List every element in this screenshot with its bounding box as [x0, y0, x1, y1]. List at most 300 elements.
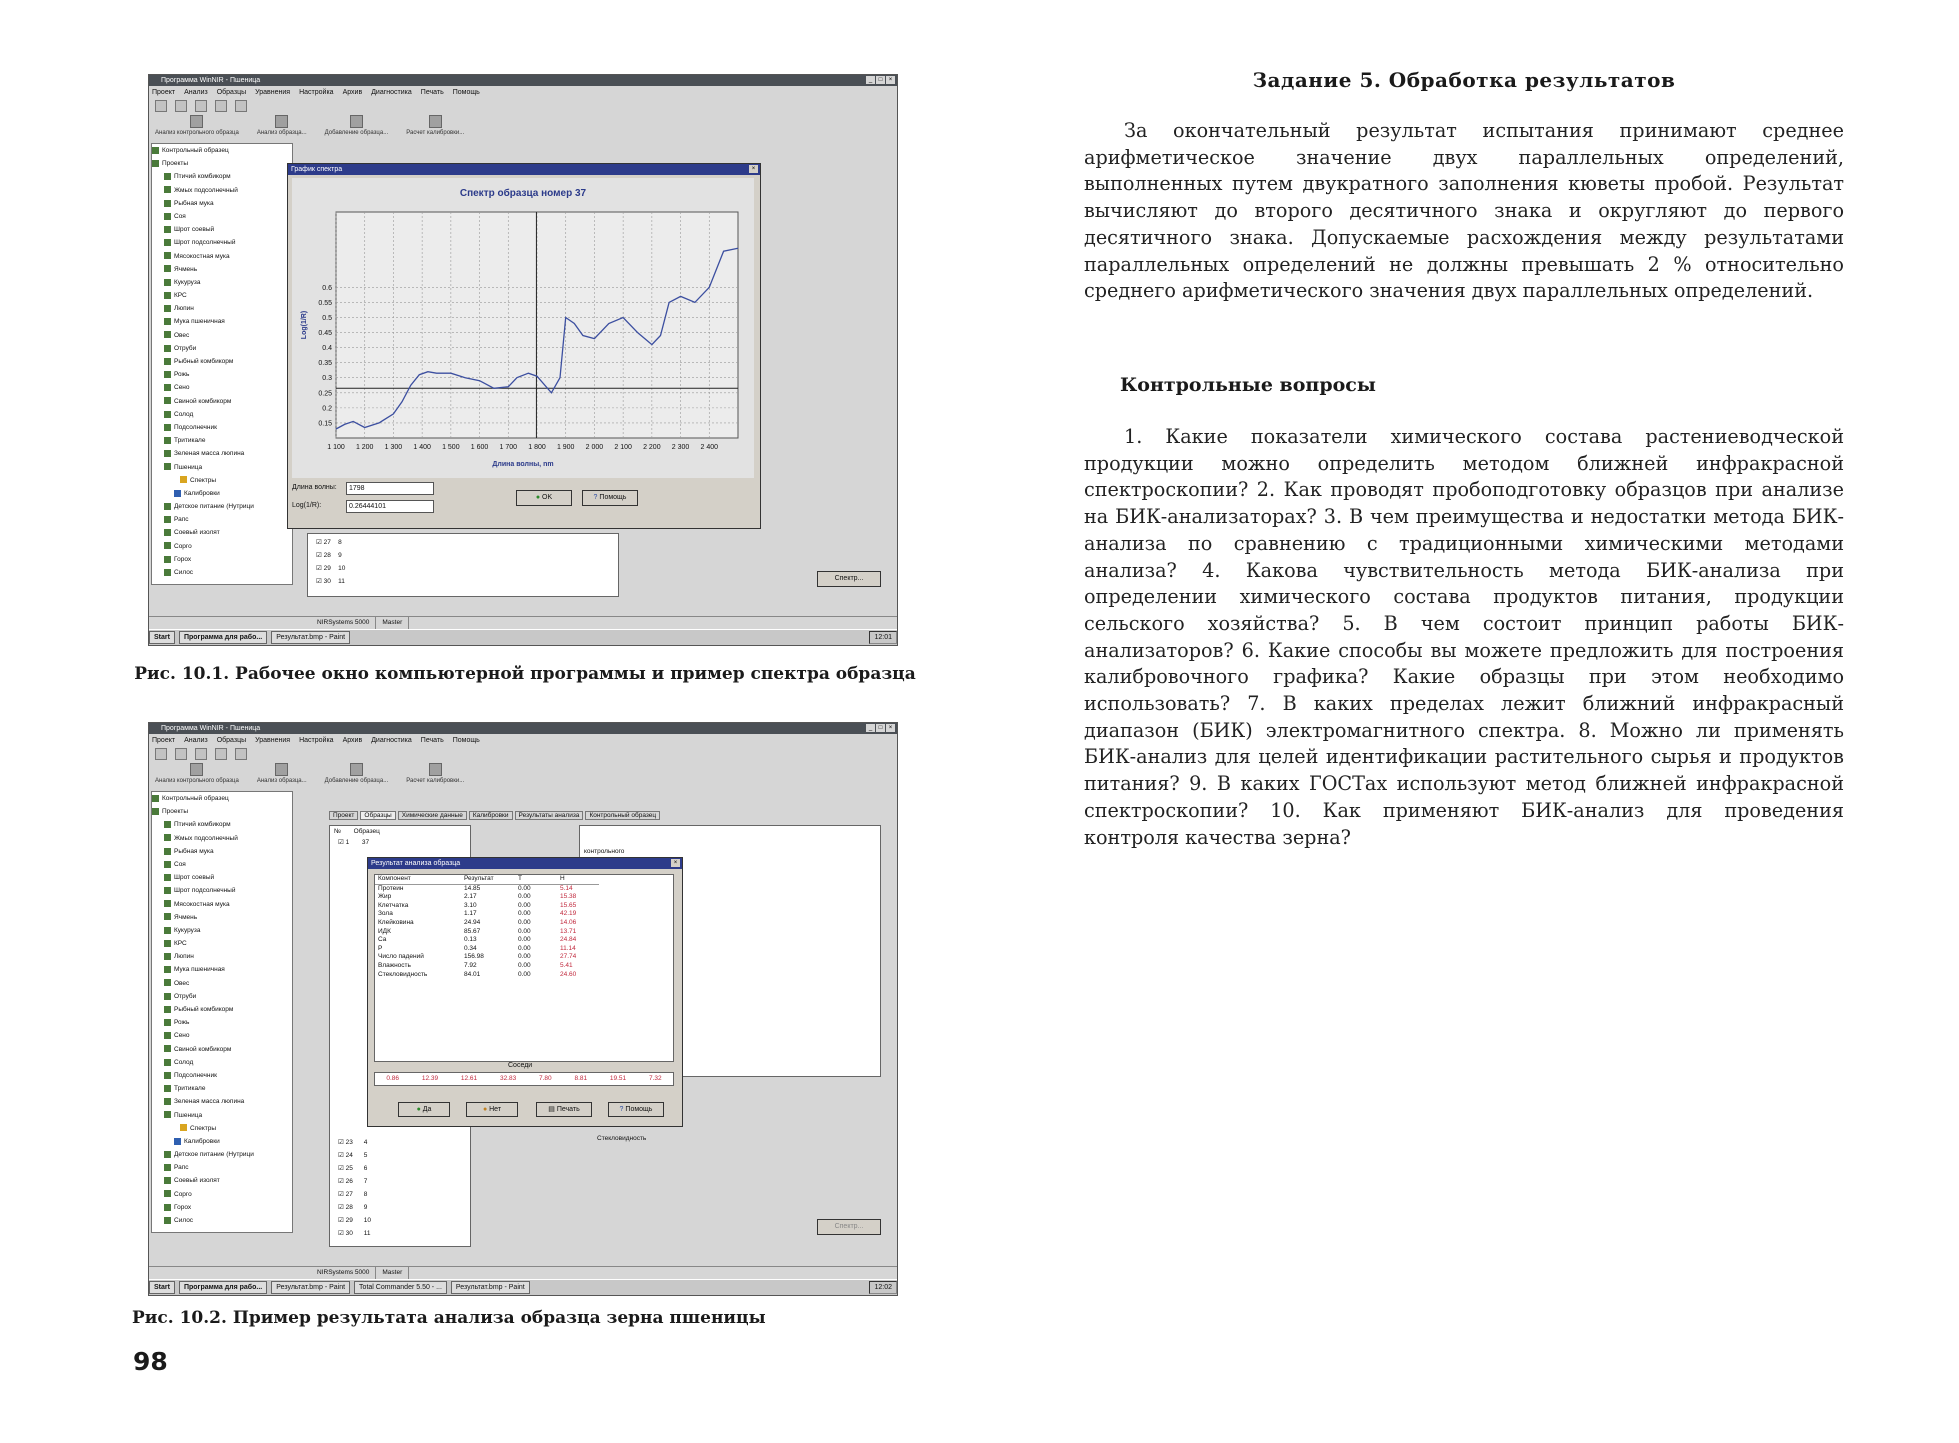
menu-item[interactable]: Уравнения — [255, 737, 291, 744]
tool-label: Анализ контрольного образца — [155, 778, 239, 784]
project-icon — [164, 1019, 171, 1026]
projects-icon — [152, 808, 159, 815]
tree-item[interactable]: Силос — [152, 566, 292, 579]
list-item[interactable]: ☑ 28 9 — [338, 1204, 368, 1211]
tree-item[interactable]: Детское питание (Нутрици — [152, 1148, 292, 1161]
tree-item[interactable]: Рожь — [152, 1016, 292, 1029]
tool-label: Расчет калибровки... — [406, 130, 465, 136]
menu-item[interactable]: Помощь — [452, 89, 480, 96]
y-tick-label: 0.15 — [318, 420, 332, 428]
x-tick-label: 1 800 — [528, 444, 546, 451]
list-item[interactable]: ☑ 27 8 — [316, 539, 342, 546]
dialog-title: График спектра — [291, 166, 343, 173]
calibration-icon — [429, 115, 442, 128]
tool-label: Анализ образца... — [256, 130, 307, 136]
list-item[interactable]: ☑ 28 9 — [316, 552, 342, 559]
project-icon — [164, 1111, 171, 1118]
neighbor-value: 8.81 — [574, 1075, 588, 1082]
tree-item[interactable]: Люпин — [152, 950, 292, 963]
tree-item[interactable]: Пшеница — [152, 461, 292, 474]
tool-control-sample[interactable] — [155, 115, 239, 141]
print-icon[interactable] — [215, 748, 227, 760]
tree-item[interactable]: Зеленая масса люпина — [152, 447, 292, 460]
project-icon — [164, 993, 171, 1000]
project-icon — [164, 940, 171, 947]
menu-item[interactable]: Печать — [420, 737, 444, 744]
tree-item[interactable]: Тритикале — [152, 434, 292, 447]
help-icon[interactable] — [235, 100, 247, 112]
log-field[interactable]: 0.26444101 — [346, 500, 434, 513]
taskbar-item[interactable]: Программа для рабо... — [179, 1281, 267, 1294]
tool-label: Добавление образца... — [324, 130, 389, 136]
neighbor-value: 0.86 — [386, 1075, 400, 1082]
y-tick-label: 0.35 — [318, 360, 332, 368]
big-toolbar — [149, 115, 897, 141]
tool-analyze-sample[interactable] — [257, 115, 307, 141]
project-icon — [164, 384, 171, 391]
close-icon[interactable]: × — [886, 76, 895, 84]
project-icon — [164, 424, 171, 431]
tree-item[interactable]: Солод — [152, 408, 292, 421]
control-sample-icon — [190, 115, 203, 128]
main-paragraph: За окончательный результат испытания принимают среднее арифметическое значение двух параллельных определений, выполненных путем двукратного заполнения кюветы пробой. Результат вычисляют до второго десятичного знака и округляют до первого десятичного знака. Допускаемые расхождения между результатами параллельных определений не должны превышать 2 % относительно среднего арифметического значения двух параллельных определений. — [1084, 119, 1844, 303]
y-tick-label: 0.5 — [322, 314, 332, 322]
tree-item[interactable]: Зеленая масса люпина — [152, 1095, 292, 1108]
menu-item[interactable]: Настройка — [299, 89, 334, 96]
status-device: NIRSystems 5000 — [311, 617, 376, 629]
tree-item[interactable]: Птичий комбикорм — [152, 818, 292, 831]
tool-label: Анализ образца... — [256, 778, 307, 784]
control-sample-icon — [152, 147, 159, 154]
project-icon — [164, 437, 171, 444]
open-icon[interactable] — [175, 748, 187, 760]
tree-item[interactable]: Шрот подсолнечный — [152, 884, 292, 897]
tree-item[interactable]: Овес — [152, 977, 292, 990]
project-icon — [164, 345, 171, 352]
print-icon: ▤ — [548, 1106, 555, 1113]
tree-item[interactable]: Спектры — [152, 474, 292, 487]
taskbar-item[interactable]: Результат.bmp - Paint — [271, 1281, 350, 1294]
menu-item[interactable]: Уравнения — [255, 89, 291, 96]
tool-add-sample[interactable] — [325, 763, 389, 789]
menu-item[interactable]: Диагностика — [371, 89, 412, 96]
tree-item[interactable]: Мука пшеничная — [152, 963, 292, 976]
menu-item[interactable]: Печать — [420, 89, 444, 96]
tree-item[interactable]: Шрот соевый — [152, 223, 292, 236]
tree-item[interactable]: Подсолнечник — [152, 1069, 292, 1082]
spectrum-chart — [292, 178, 754, 478]
tool-label: Анализ контрольного образца — [155, 130, 239, 136]
sample-list[interactable] — [307, 533, 619, 597]
neighbors-label: Соседи — [508, 1062, 533, 1069]
panel-label: Стекловидность — [597, 1135, 647, 1142]
log-label: Log(1/R): — [292, 502, 322, 509]
projects-icon — [152, 160, 159, 167]
table-row[interactable]: ИДК 85.67 0.00 13.71 — [378, 927, 577, 935]
clock: 12:01 — [869, 631, 897, 644]
project-icon — [164, 529, 171, 536]
tool-add-sample[interactable] — [325, 115, 389, 141]
tree-item[interactable]: Рыбная мука — [152, 197, 292, 210]
tree-item[interactable]: Люпин — [152, 302, 292, 315]
project-icon — [164, 305, 171, 312]
x-tick-label: 1 600 — [470, 444, 489, 451]
tree-item[interactable]: Мясокостная мука — [152, 250, 292, 263]
save-icon[interactable] — [195, 748, 207, 760]
table-row[interactable]: Клейковина 24.94 0.00 14.06 — [378, 918, 577, 926]
list-item[interactable]: ☑ 23 4 — [338, 1139, 368, 1146]
tree-item[interactable]: Проекты — [152, 805, 292, 818]
tree-item[interactable]: Шрот соевый — [152, 871, 292, 884]
project-icon — [164, 318, 171, 325]
result-table-box — [374, 874, 674, 1062]
figure-1-caption: Рис. 10.1. Рабочее окно компьютерной программы и пример спектра образца — [134, 664, 916, 684]
start-button[interactable]: Start — [149, 1281, 175, 1294]
spectrum-button[interactable]: Спектр... — [817, 571, 881, 587]
x-tick-label: 2 100 — [614, 444, 632, 451]
tree-item[interactable]: Кукуруза — [152, 276, 292, 289]
taskbar-item[interactable]: Программа для рабо... — [179, 631, 267, 644]
project-icon — [164, 1217, 171, 1224]
x-tick-label: 1 400 — [413, 444, 431, 451]
figure-2-caption: Рис. 10.2. Пример результата анализа образца зерна пшеницы — [132, 1308, 766, 1328]
window-title-bar[interactable] — [149, 723, 897, 734]
project-icon — [164, 834, 171, 841]
restore-icon[interactable]: □ — [876, 724, 885, 732]
calibrations-icon — [174, 490, 181, 497]
neighbor-value: 32.83 — [499, 1075, 517, 1082]
project-icon — [164, 265, 171, 272]
menu-item[interactable]: Проект — [152, 89, 176, 96]
tree-item[interactable]: Сорго — [152, 540, 292, 553]
project-icon — [164, 1190, 171, 1197]
tree-item[interactable]: Соевый изолят — [152, 1174, 292, 1187]
tree-item[interactable]: Контрольный образец — [152, 144, 292, 157]
project-icon — [164, 397, 171, 404]
status-bar — [149, 1266, 897, 1279]
window-title: Программа WinNIR - Пшеница — [161, 77, 261, 84]
tab-samples[interactable]: Образцы — [360, 811, 395, 820]
tree-item[interactable]: Отруби — [152, 990, 292, 1003]
tree-item[interactable]: Свиной комбикорм — [152, 395, 292, 408]
result-table — [375, 875, 599, 979]
neighbor-value: 12.39 — [421, 1075, 439, 1082]
dialog-title: Результат анализа образца — [371, 860, 461, 867]
tree-item[interactable]: Калибровки — [152, 1135, 292, 1148]
project-icon — [164, 450, 171, 457]
project-icon — [164, 1059, 171, 1066]
list-item[interactable]: ☑ 30 11 — [338, 1230, 371, 1237]
close-icon[interactable]: × — [671, 859, 680, 867]
questions-heading: Контрольные вопросы — [1120, 374, 1376, 396]
menu-item[interactable]: Архив — [342, 89, 363, 96]
tree-item[interactable]: Рыбный комбикорм — [152, 1003, 292, 1016]
project-icon — [164, 1045, 171, 1052]
table-row[interactable]: Число падений 156.98 0.00 27.74 — [378, 953, 577, 961]
help-button[interactable]: ? Помощь — [608, 1102, 664, 1117]
tree-item[interactable]: Силос — [152, 1214, 292, 1227]
tree-item[interactable]: Горох — [152, 553, 292, 566]
tool-calibration[interactable] — [406, 763, 464, 789]
x-tick-label: 1 500 — [442, 444, 460, 451]
status-bar — [149, 616, 897, 629]
project-icon — [164, 213, 171, 220]
y-tick-label: 0.6 — [322, 284, 332, 292]
result-dialog — [367, 857, 683, 1127]
project-icon — [164, 358, 171, 365]
ok-icon: ● — [535, 494, 541, 501]
table-row[interactable]: Ca 0.13 0.00 24.84 — [378, 936, 577, 944]
taskbar-item[interactable]: Результат.bmp - Paint — [271, 631, 350, 644]
spectra-icon — [180, 1124, 187, 1131]
restore-icon[interactable]: □ — [876, 76, 885, 84]
tree-item[interactable]: Жмых подсолнечный — [152, 184, 292, 197]
menu-bar — [149, 735, 897, 746]
x-tick-label: 1 200 — [355, 444, 374, 451]
list-item[interactable]: ☑ 24 5 — [338, 1152, 368, 1159]
x-tick-label: 2 000 — [585, 444, 604, 451]
table-row[interactable]: Протеин 14.85 0.00 5.14 — [378, 884, 573, 892]
tree-item[interactable]: Рыбная мука — [152, 845, 292, 858]
tab-calibrations[interactable]: Калибровки — [469, 811, 513, 820]
x-axis-label: Длина волны, nm — [492, 461, 554, 468]
toolbar — [149, 99, 897, 113]
list-item[interactable]: ☑ 1 37 — [338, 839, 370, 846]
big-toolbar — [149, 763, 897, 789]
tree-item[interactable]: Соя — [152, 210, 292, 223]
new-icon[interactable] — [155, 100, 167, 112]
menu-item[interactable]: Настройка — [299, 737, 334, 744]
x-tick-label: 2 400 — [700, 444, 719, 451]
tab-results[interactable]: Результаты анализа — [515, 811, 584, 820]
status-user: Master — [376, 1267, 409, 1279]
close-icon[interactable]: × — [749, 165, 758, 173]
menu-item[interactable]: Архив — [342, 737, 363, 744]
tree-item[interactable]: Тритикале — [152, 1082, 292, 1095]
new-icon[interactable] — [155, 748, 167, 760]
menu-item[interactable]: Анализ — [184, 89, 208, 96]
list-item[interactable]: ☑ 30 11 — [316, 578, 345, 585]
ok-button[interactable]: ● OK — [516, 490, 572, 506]
no-icon: ● — [482, 1106, 488, 1113]
help-button[interactable]: ? Помощь — [582, 490, 638, 506]
figure-2-screenshot — [148, 722, 898, 1296]
tool-label: Расчет калибровки... — [406, 778, 465, 784]
list-item[interactable]: ☑ 25 6 — [338, 1165, 368, 1172]
tool-calibration[interactable] — [406, 115, 464, 141]
project-icon — [164, 1072, 171, 1079]
calibration-icon — [429, 763, 442, 776]
tree-item[interactable]: Спектры — [152, 1122, 292, 1135]
tab-strip — [329, 811, 660, 820]
help-icon: ? — [619, 1106, 624, 1113]
add-sample-icon — [350, 115, 363, 128]
col-header: H — [557, 875, 599, 884]
table-row[interactable]: Стекловидность 84.01 0.00 24.60 — [378, 970, 577, 978]
tree-item[interactable]: Сорго — [152, 1188, 292, 1201]
list-item[interactable]: ☑ 29 10 — [338, 1217, 371, 1224]
minimize-icon[interactable]: _ — [866, 724, 875, 732]
project-icon — [164, 516, 171, 523]
tree-item[interactable]: Рыбный комбикорм — [152, 355, 292, 368]
x-tick-label: 1 300 — [384, 444, 403, 451]
tree-item[interactable]: Птичий комбикорм — [152, 170, 292, 183]
project-icon — [164, 979, 171, 986]
analyze-icon — [275, 763, 288, 776]
project-icon — [164, 874, 171, 881]
neighbor-value: 7.80 — [539, 1075, 552, 1082]
tree-item[interactable]: Мясокостная мука — [152, 898, 292, 911]
table-row[interactable]: Зола 1.17 0.00 42.19 — [378, 910, 577, 918]
project-icon — [164, 927, 171, 934]
y-tick-label: 0.4 — [322, 345, 332, 353]
project-icon — [164, 542, 171, 549]
tree-item[interactable]: Подсолнечник — [152, 421, 292, 434]
tab-chemical-data[interactable]: Химические данные — [398, 811, 467, 820]
tree-item[interactable]: Соя — [152, 858, 292, 871]
tree-item[interactable]: Кукуруза — [152, 924, 292, 937]
tool-analyze-sample[interactable] — [257, 763, 307, 789]
project-icon — [164, 1085, 171, 1092]
table-row[interactable]: P 0.34 0.00 11.14 — [378, 944, 576, 952]
no-button[interactable]: ● Нет — [466, 1102, 518, 1117]
minimize-icon[interactable]: _ — [866, 76, 875, 84]
wavelength-field[interactable]: 1798 — [346, 482, 434, 495]
tab-control-sample[interactable]: Контрольный образец — [585, 811, 660, 820]
project-icon — [164, 953, 171, 960]
list-item[interactable]: ☑ 26 7 — [338, 1178, 368, 1185]
tree-item[interactable]: Солод — [152, 1056, 292, 1069]
table-row[interactable]: Клетчатка 3.10 0.00 15.65 — [378, 901, 577, 909]
window-title-bar[interactable] — [149, 75, 897, 86]
tree-item[interactable]: Мука пшеничная — [152, 315, 292, 328]
neighbor-value: 19.51 — [609, 1075, 627, 1082]
col-header: T — [515, 875, 557, 884]
tree-item[interactable]: Шрот подсолнечный — [152, 236, 292, 249]
tree-item[interactable]: Овес — [152, 329, 292, 342]
menu-item[interactable]: Помощь — [452, 737, 480, 744]
project-icon — [164, 966, 171, 973]
figure-1-screenshot — [148, 74, 898, 646]
y-tick-label: 0.2 — [322, 405, 332, 413]
status-user: Master — [376, 617, 409, 629]
y-tick-label: 0.55 — [318, 299, 332, 307]
tree-item[interactable]: Рапс — [152, 513, 292, 526]
x-tick-label: 1 900 — [556, 444, 575, 451]
project-icon — [164, 1098, 171, 1105]
tree-item[interactable]: Рожь — [152, 368, 292, 381]
project-icon — [164, 331, 171, 338]
start-button[interactable]: Start — [149, 631, 175, 644]
project-icon — [164, 173, 171, 180]
taskbar-item[interactable]: Total Commander 5.50 - ... — [354, 1281, 447, 1294]
spectrum-dialog — [287, 163, 761, 529]
tree-item[interactable]: Пшеница — [152, 1109, 292, 1122]
project-icon — [164, 861, 171, 868]
project-icon — [164, 239, 171, 246]
menu-item[interactable]: Анализ — [184, 737, 208, 744]
col-header: Компонент — [375, 875, 461, 884]
tree-item[interactable]: Контрольный образец — [152, 792, 292, 805]
tree-item[interactable]: Детское питание (Нутрици — [152, 500, 292, 513]
tree-item[interactable]: Рапс — [152, 1161, 292, 1174]
project-icon — [164, 913, 171, 920]
menu-item[interactable]: Проект — [152, 737, 176, 744]
panel-fragment: контрольного — [584, 848, 625, 855]
tree-item[interactable]: Ячмень — [152, 911, 292, 924]
tree-item[interactable]: КРС — [152, 937, 292, 950]
open-icon[interactable] — [175, 100, 187, 112]
project-icon — [164, 1032, 171, 1039]
x-tick-label: 1 100 — [327, 444, 345, 451]
project-icon — [164, 186, 171, 193]
list-item[interactable]: ☑ 27 8 — [338, 1191, 368, 1198]
menu-bar — [149, 87, 897, 98]
project-icon — [164, 200, 171, 207]
y-tick-label: 0.25 — [318, 390, 332, 398]
tree-item[interactable]: Свиной комбикорм — [152, 1043, 292, 1056]
project-icon — [164, 848, 171, 855]
add-sample-icon — [350, 763, 363, 776]
spectrum-button[interactable]: Спектр... — [817, 1219, 881, 1235]
chart-title: Спектр образца номер 37 — [459, 188, 587, 199]
help-icon[interactable] — [235, 748, 247, 760]
project-icon — [164, 292, 171, 299]
tree-item[interactable]: Сено — [152, 381, 292, 394]
table-row[interactable]: Жир 2.17 0.00 15.38 — [378, 893, 577, 901]
tree-item[interactable]: Ячмень — [152, 263, 292, 276]
project-icon — [164, 252, 171, 259]
project-icon — [164, 821, 171, 828]
list-item[interactable]: ☑ 29 10 — [316, 565, 346, 572]
print-icon[interactable] — [215, 100, 227, 112]
tree-item[interactable]: КРС — [152, 289, 292, 302]
help-icon: ? — [593, 494, 598, 501]
yes-icon: ● — [416, 1106, 421, 1113]
tree-item[interactable]: Соевый изолят — [152, 526, 292, 539]
tab-project[interactable]: Проект — [329, 811, 358, 820]
project-icon — [164, 1006, 171, 1013]
close-icon[interactable]: × — [886, 724, 895, 732]
col-header: Результат — [461, 875, 515, 884]
tree-item[interactable]: Жмых подсолнечный — [152, 832, 292, 845]
y-tick-label: 0.3 — [322, 375, 332, 383]
page-number: 98 — [133, 1347, 168, 1376]
menu-item[interactable]: Образцы — [216, 737, 247, 744]
table-row[interactable]: Влажность 7.92 0.00 5.41 — [378, 961, 573, 969]
project-tree — [151, 791, 293, 1233]
save-icon[interactable] — [195, 100, 207, 112]
tree-item[interactable]: Проекты — [152, 157, 292, 170]
neighbor-value: 12.61 — [460, 1075, 478, 1082]
tree-item[interactable]: Отруби — [152, 342, 292, 355]
menu-item[interactable]: Диагностика — [371, 737, 412, 744]
taskbar — [149, 629, 897, 645]
print-button[interactable]: ▤ Печать — [536, 1102, 592, 1117]
menu-item[interactable]: Образцы — [216, 89, 247, 96]
taskbar-item[interactable]: Результат.bmp - Paint — [451, 1281, 530, 1294]
tree-item[interactable]: Горох — [152, 1201, 292, 1214]
section-heading: Задание 5. Обработка результатов — [1252, 68, 1676, 92]
tool-control-sample[interactable] — [155, 763, 239, 789]
project-icon — [164, 503, 171, 510]
neighbor-value: 7.32 — [648, 1075, 662, 1082]
wavelength-label: Длина волны: — [292, 484, 337, 491]
spectra-icon — [180, 476, 187, 483]
yes-button[interactable]: ● Да — [398, 1102, 450, 1117]
tree-item[interactable]: Калибровки — [152, 487, 292, 500]
tree-item[interactable]: Сено — [152, 1029, 292, 1042]
